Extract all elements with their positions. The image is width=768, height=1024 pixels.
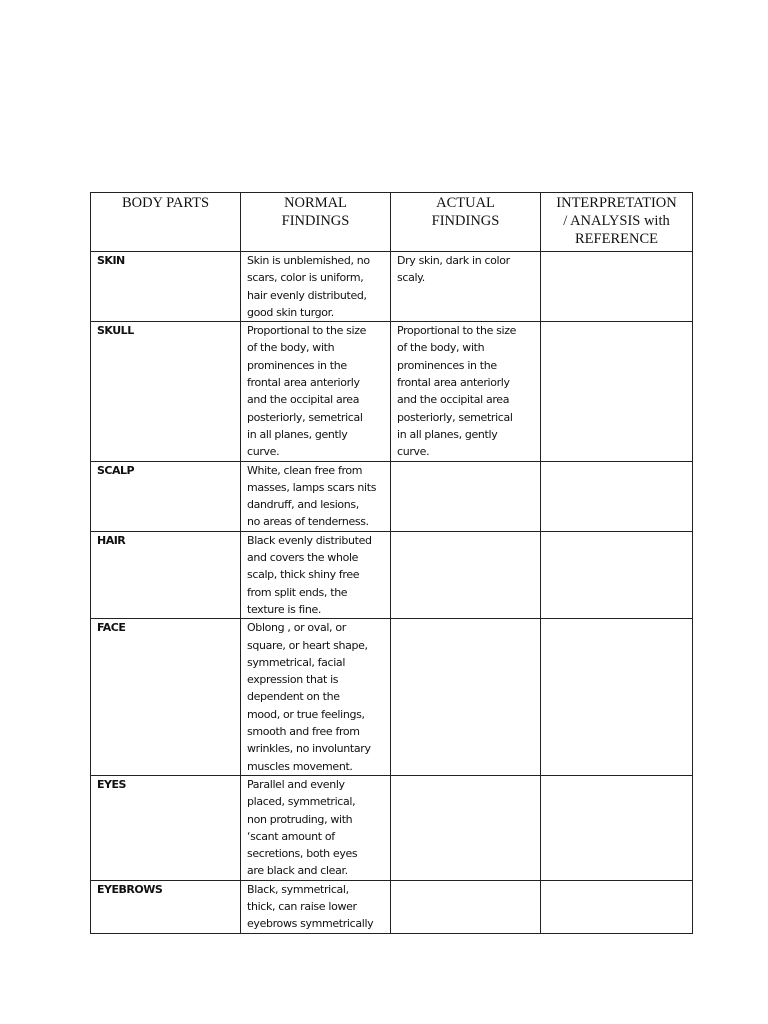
actual-findings-cell bbox=[391, 461, 541, 531]
table-row bbox=[91, 775, 693, 880]
header-interpretation: INTERPRETATION / ANALYSIS with REFERENCE bbox=[541, 193, 693, 252]
normal-findings-cell: Proportional to the size of the body, with prominences in the frontal area anteriorly and the occipital area posteriorly, semetrical in all planes, gently curve. bbox=[241, 322, 391, 461]
header-body-parts: BODY PARTS bbox=[91, 193, 241, 252]
interpretation-cell bbox=[541, 252, 693, 322]
interpretation-cell bbox=[541, 322, 693, 461]
normal-findings-cell: Black, symmetrical, thick, can raise lower eyebrows symmetrically bbox=[241, 880, 391, 933]
interpretation-cell bbox=[541, 775, 693, 880]
normal-findings-cell: Skin is unblemished, no scars, color is uniform, hair evenly distributed, good skin turgor. bbox=[241, 252, 391, 322]
body-part-cell: HAIR bbox=[91, 531, 241, 618]
actual-findings-cell bbox=[391, 775, 541, 880]
body-part-cell: SKULL bbox=[91, 322, 241, 461]
normal-findings-cell: Oblong , or oval, or square, or heart shape, symmetrical, facial expression that is dependent on the mood, or true feelings, smooth and free from wrinkles, no involuntary muscles movement. bbox=[241, 619, 391, 776]
normal-findings-cell: Parallel and evenly placed, symmetrical, non protruding, with ‘scant amount of secretions, both eyes are black and clear. bbox=[241, 775, 391, 880]
interpretation-cell bbox=[541, 531, 693, 618]
actual-findings-cell: Proportional to the size of the body, with prominences in the frontal area anteriorly and the occipital area posteriorly, semetrical in all planes, gently curve. bbox=[391, 322, 541, 461]
body-part-cell: SCALP bbox=[91, 461, 241, 531]
table-header-row bbox=[91, 193, 693, 252]
header-normal-findings: NORMAL FINDINGS bbox=[241, 193, 391, 252]
actual-findings-cell: Dry skin, dark in color scaly. bbox=[391, 252, 541, 322]
assessment-table bbox=[90, 192, 693, 934]
body-part-cell: SKIN bbox=[91, 252, 241, 322]
interpretation-cell bbox=[541, 619, 693, 776]
normal-findings-cell: White, clean free from masses, lamps scars nits dandruff, and lesions, no areas of tenderness. bbox=[241, 461, 391, 531]
table-row bbox=[91, 252, 693, 322]
interpretation-cell bbox=[541, 461, 693, 531]
normal-findings-cell: Black evenly distributed and covers the whole scalp, thick shiny free from split ends, the texture is fine. bbox=[241, 531, 391, 618]
body-part-cell: FACE bbox=[91, 619, 241, 776]
interpretation-cell bbox=[541, 880, 693, 933]
table-row bbox=[91, 322, 693, 461]
actual-findings-cell bbox=[391, 531, 541, 618]
body-part-cell: EYEBROWS bbox=[91, 880, 241, 933]
table-row bbox=[91, 619, 693, 776]
actual-findings-cell bbox=[391, 619, 541, 776]
table-row bbox=[91, 880, 693, 933]
body-part-cell: EYES bbox=[91, 775, 241, 880]
header-actual-findings: ACTUAL FINDINGS bbox=[391, 193, 541, 252]
actual-findings-cell bbox=[391, 880, 541, 933]
table-row bbox=[91, 531, 693, 618]
table-row bbox=[91, 461, 693, 531]
